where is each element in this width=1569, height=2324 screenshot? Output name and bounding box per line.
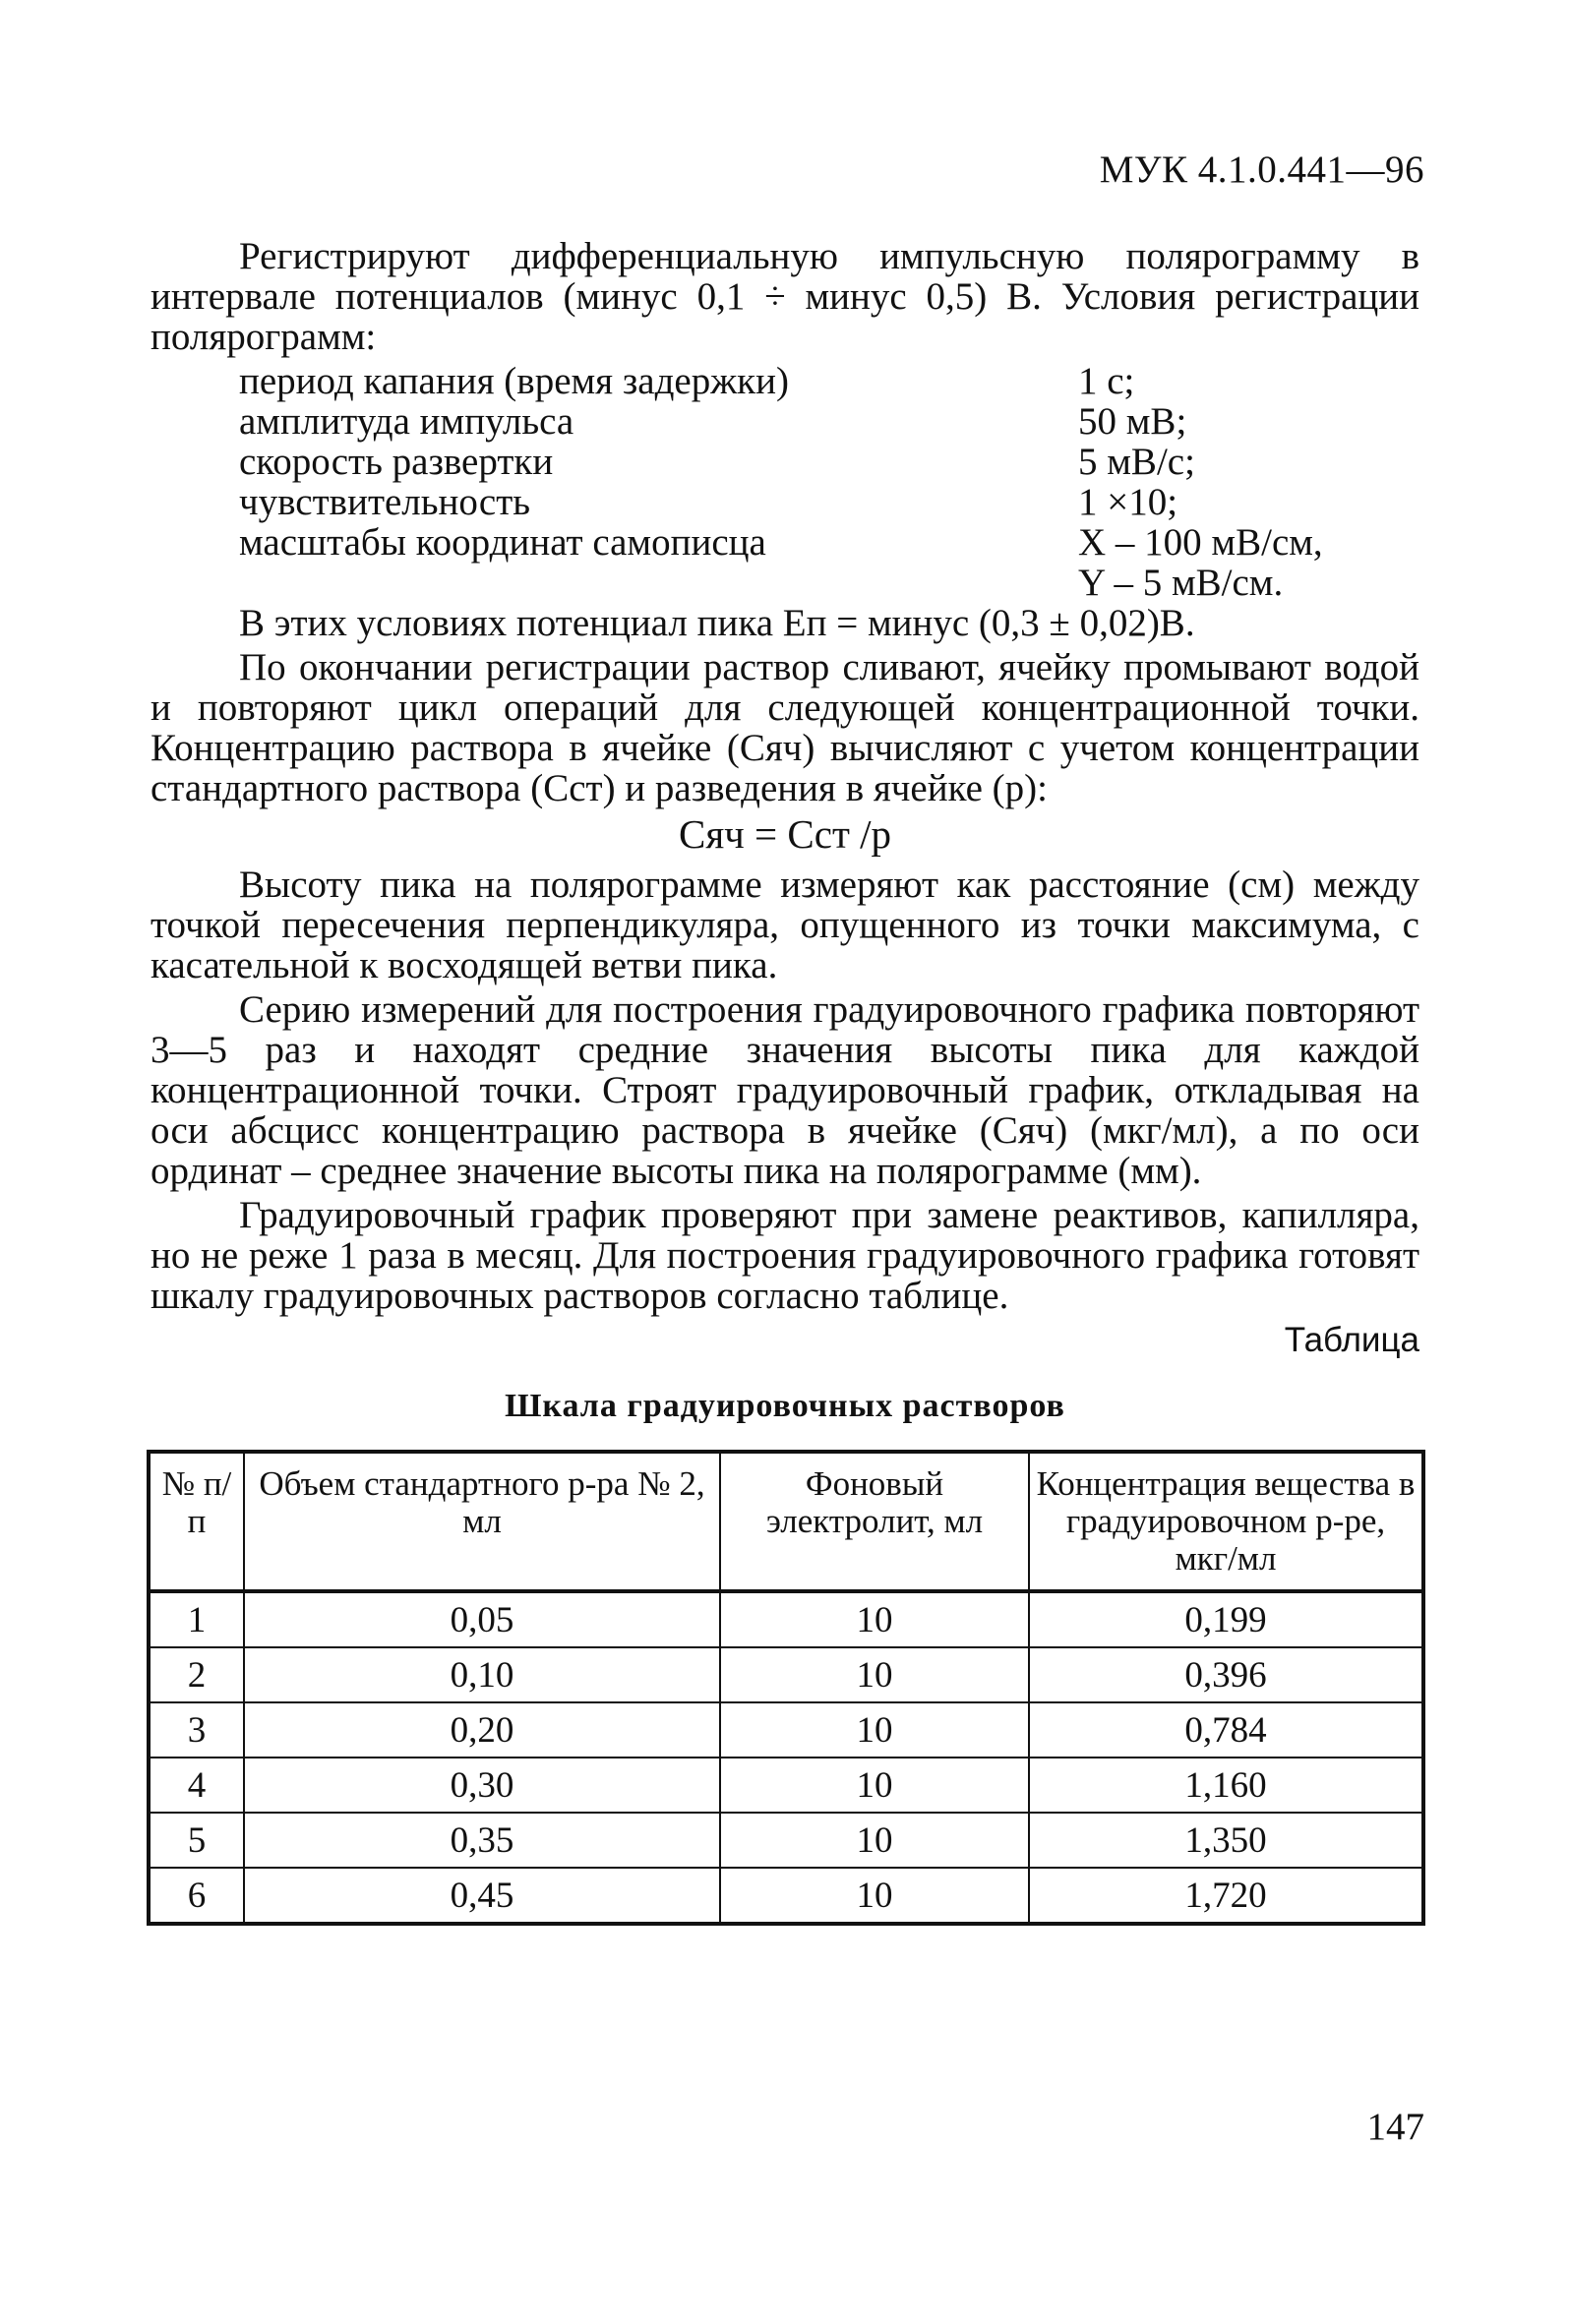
- table-cell: 0,396: [1029, 1647, 1423, 1702]
- table-cell: 0,20: [244, 1702, 720, 1758]
- table-cell: 0,30: [244, 1758, 720, 1813]
- param-row: [239, 482, 1419, 522]
- table-cell: 1: [149, 1591, 244, 1647]
- paragraph-peak-potential: В этих условиях потенциал пика Eп = минус (0,3 ± 0,02)В.: [239, 602, 1195, 644]
- param-row: [239, 442, 1419, 482]
- table-cell: 1,720: [1029, 1868, 1423, 1924]
- table-cell: 2: [149, 1647, 244, 1702]
- table-row: [149, 1868, 1423, 1924]
- document-code: МУК 4.1.0.441—96: [1099, 149, 1424, 191]
- concentration-formula: Cяч = Cст /p: [678, 811, 892, 857]
- param-row: [239, 563, 1419, 603]
- param-value: 5 мВ/с;: [1078, 441, 1195, 483]
- param-label: масштабы координат самописца: [239, 521, 766, 564]
- table-title: Шкала градуировочных растворов: [505, 1388, 1065, 1424]
- table-cell: 10: [720, 1591, 1029, 1647]
- table-row: [149, 1813, 1423, 1868]
- document-body: [151, 236, 1419, 1926]
- table-cell: 1,160: [1029, 1758, 1423, 1813]
- header-number: № п/п: [149, 1452, 244, 1591]
- table-row: [149, 1702, 1423, 1758]
- registration-params: [239, 361, 1419, 603]
- param-value: Y – 5 мВ/см.: [1078, 562, 1284, 604]
- table-cell: 0,784: [1029, 1702, 1423, 1758]
- param-label: [239, 563, 1078, 603]
- param-value: 1 с;: [1078, 360, 1135, 402]
- table-header-row: [149, 1452, 1423, 1591]
- table-cell: 10: [720, 1647, 1029, 1702]
- param-label: скорость развертки: [239, 441, 554, 483]
- param-label: чувствительность: [239, 481, 531, 523]
- table-cell: 0,35: [244, 1813, 720, 1868]
- table-cell: 10: [720, 1758, 1029, 1813]
- param-label: период капания (время задержки): [239, 360, 789, 402]
- page-number: 147: [1366, 2106, 1424, 2148]
- table-cell: 3: [149, 1702, 244, 1758]
- table-cell: 10: [720, 1868, 1029, 1924]
- table-label: Таблица: [1284, 1321, 1419, 1359]
- header-standard-volume: Объем стандартного р-ра № 2, мл: [244, 1452, 720, 1591]
- param-value: X – 100 мВ/см,: [1078, 521, 1323, 564]
- table-cell: 10: [720, 1813, 1029, 1868]
- table-cell: 6: [149, 1868, 244, 1924]
- paragraph-measurement-series: Серию измерений для построения градуировочного графика повторяют 3—5 раз и находят средние значения высоты пика для каждой концентрационной точки. Строят градуировочный график, откладывая на оси абсцисс концентрацию раствора в ячейке (Cяч) (мкг/мл), а по оси ординат – среднее значение высоты пика на полярограмме (мм).: [151, 988, 1419, 1192]
- calibration-table: [147, 1450, 1425, 1926]
- table-cell: 10: [720, 1702, 1029, 1758]
- table-row: [149, 1647, 1423, 1702]
- header-concentration: Концентрация вещества в градуировочном р-ре, мкг/мл: [1029, 1452, 1423, 1591]
- header-background-electrolyte: Фоновый электролит, мл: [720, 1452, 1029, 1591]
- paragraph-concentration: По окончании регистрации раствор сливают, ячейку промывают водой и повторяют цикл операций для следующей концентрационной точки. Концентрацию раствора в ячейке (Cяч) вычисляют с учетом концентрации стандартного раствора (Cст) и разведения в ячейке (p):: [151, 646, 1419, 809]
- table-row: [149, 1758, 1423, 1813]
- param-value: 50 мВ;: [1078, 400, 1187, 443]
- paragraph-peak-height: Высоту пика на полярограмме измеряют как расстояние (см) между точкой пересечения перпендикуляра, опущенного из точки максимума, с касательной к восходящей ветви пика.: [151, 864, 1419, 986]
- table-cell: 0,05: [244, 1591, 720, 1647]
- paragraph-calibration-check: Градуировочный график проверяют при замене реактивов, капилляра, но не реже 1 раза в месяц. Для построения градуировочного графика готовят шкалу градуировочных растворов согласно таблице.: [151, 1194, 1419, 1317]
- param-row: [239, 522, 1419, 563]
- paragraph-registration: Регистрируют дифференциальную импульсную полярограмму в интервале потенциалов (минус 0,1 ÷ минус 0,5) В. Условия регистрации полярограмм:: [151, 235, 1419, 358]
- param-value: 1 ×10;: [1078, 481, 1178, 523]
- table-row: [149, 1591, 1423, 1647]
- table-cell: 0,45: [244, 1868, 720, 1924]
- table-cell: 0,199: [1029, 1591, 1423, 1647]
- param-label: амплитуда импульса: [239, 400, 574, 443]
- param-row: [239, 361, 1419, 401]
- table-cell: 0,10: [244, 1647, 720, 1702]
- table-cell: 4: [149, 1758, 244, 1813]
- table-cell: 5: [149, 1813, 244, 1868]
- table-cell: 1,350: [1029, 1813, 1423, 1868]
- param-row: [239, 401, 1419, 442]
